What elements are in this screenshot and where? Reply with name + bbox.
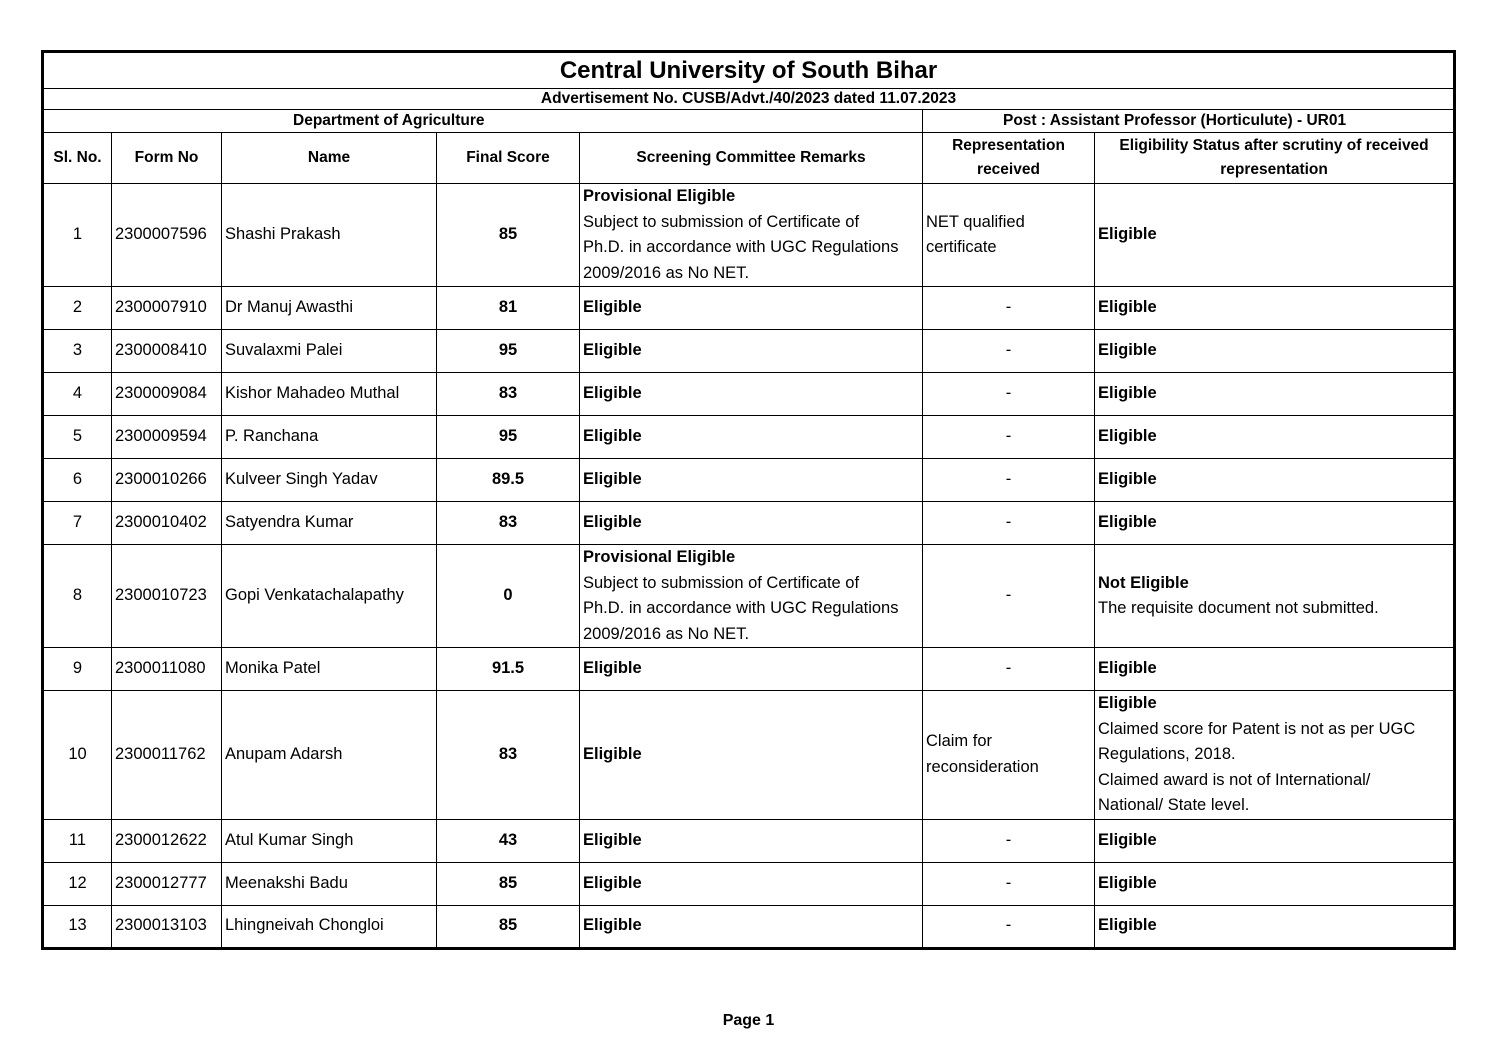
remarks-line: 2009/2016 as No NET. (583, 624, 750, 643)
representation-received: - (923, 416, 1095, 459)
sl-no: 6 (43, 459, 112, 502)
representation-received: - (923, 862, 1095, 905)
university-title: Central University of South Bihar (43, 52, 1455, 89)
representation-received: - (923, 330, 1095, 373)
remarks-line: Ph.D. in accordance with UGC Regulations (583, 599, 899, 617)
table-row (43, 691, 1455, 820)
screening-remarks (580, 184, 923, 287)
sl-no: 5 (43, 416, 112, 459)
representation-received (923, 184, 1095, 287)
status-line: Claimed score for Patent is not as per UGC (1098, 719, 1416, 738)
screening-remarks: Eligible (580, 819, 923, 862)
candidate-name: Monika Patel (222, 648, 437, 691)
representation-received: - (923, 502, 1095, 545)
sl-no: 10 (43, 691, 112, 820)
final-score: 95 (437, 416, 580, 459)
page-number: Page 1 (722, 1012, 775, 1029)
table-row (43, 545, 1455, 648)
col-form-no: Form No (112, 133, 222, 184)
final-score: 89.5 (437, 459, 580, 502)
remarks-line: Subject to submission of Certificate of (583, 573, 860, 592)
table-row (43, 648, 1455, 691)
form-no: 2300011080 (112, 648, 222, 691)
form-no: 2300009594 (112, 416, 222, 459)
representation-received: - (923, 287, 1095, 330)
eligibility-status: Eligible (1095, 330, 1455, 373)
remarks-heading: Provisional Eligible (583, 548, 736, 566)
eligibility-status: Eligible (1095, 184, 1455, 287)
eligibility-status: Eligible (1095, 287, 1455, 330)
representation-received: - (923, 545, 1095, 648)
form-no: 2300013103 (112, 905, 222, 948)
post-label: Post : Assistant Professor (Horticulute) - UR01 (923, 110, 1455, 133)
table-row (43, 819, 1455, 862)
table-row (43, 459, 1455, 502)
status-heading: Eligible (1098, 694, 1157, 712)
table-row (43, 373, 1455, 416)
screening-remarks: Eligible (580, 648, 923, 691)
form-no: 2300010723 (112, 545, 222, 648)
eligibility-status: Eligible (1095, 819, 1455, 862)
department-label: Department of Agriculture (43, 110, 923, 133)
form-no: 2300007910 (112, 287, 222, 330)
status-line: The requisite document not submitted. (1098, 599, 1379, 617)
candidate-name: Meenakshi Badu (222, 862, 437, 905)
table-row (43, 905, 1455, 948)
screening-remarks: Eligible (580, 502, 923, 545)
candidate-name: Lhingneivah Chongloi (222, 905, 437, 948)
eligibility-status: Eligible (1095, 416, 1455, 459)
screening-remarks: Eligible (580, 416, 923, 459)
representation-received (923, 691, 1095, 820)
remarks-line: 2009/2016 as No NET. (583, 263, 750, 282)
form-no: 2300011762 (112, 691, 222, 820)
final-score: 85 (437, 905, 580, 948)
final-score: 83 (437, 502, 580, 545)
table-row (43, 502, 1455, 545)
col-sl-no: Sl. No. (43, 133, 112, 184)
eligibility-status: Eligible (1095, 502, 1455, 545)
representation-line: NET qualified (926, 212, 1025, 231)
status-line: Regulations, 2018. (1098, 745, 1236, 763)
advertisement-number: Advertisement No. CUSB/Advt./40/2023 dated 11.07.2023 (43, 89, 1455, 110)
form-no: 2300007596 (112, 184, 222, 287)
eligibility-status (1095, 545, 1455, 648)
column-header-row (43, 133, 1455, 184)
candidate-name: Suvalaxmi Palei (222, 330, 437, 373)
final-score: 0 (437, 545, 580, 648)
table-row (43, 862, 1455, 905)
final-score: 43 (437, 819, 580, 862)
representation-received: - (923, 905, 1095, 948)
form-no: 2300008410 (112, 330, 222, 373)
final-score: 85 (437, 862, 580, 905)
representation-line: Claim for (926, 732, 993, 751)
candidate-name: Kulveer Singh Yadav (222, 459, 437, 502)
screening-remarks: Eligible (580, 459, 923, 502)
eligibility-status: Eligible (1095, 648, 1455, 691)
representation-received: - (923, 373, 1095, 416)
representation-line: certificate (926, 238, 997, 256)
candidate-name: Satyendra Kumar (222, 502, 437, 545)
status-heading: Not Eligible (1098, 573, 1189, 592)
final-score: 91.5 (437, 648, 580, 691)
eligibility-status: Eligible (1095, 373, 1455, 416)
form-no: 2300012622 (112, 819, 222, 862)
eligibility-status: Eligible (1095, 862, 1455, 905)
form-no: 2300010402 (112, 502, 222, 545)
screening-remarks: Eligible (580, 330, 923, 373)
sl-no: 13 (43, 905, 112, 948)
final-score: 83 (437, 373, 580, 416)
sl-no: 4 (43, 373, 112, 416)
sl-no: 11 (43, 819, 112, 862)
representation-received: - (923, 819, 1095, 862)
col-eligibility-line1: Eligibility Status after scrutiny of received (1119, 137, 1429, 154)
candidate-name: Gopi Venkatachalapathy (222, 545, 437, 648)
col-representation-line1: Representation (952, 137, 1065, 154)
sl-no: 2 (43, 287, 112, 330)
representation-received: - (923, 459, 1095, 502)
final-score: 81 (437, 287, 580, 330)
sl-no: 1 (43, 184, 112, 287)
col-remarks: Screening Committee Remarks (580, 133, 923, 184)
final-score: 95 (437, 330, 580, 373)
remarks-line: Subject to submission of Certificate of (583, 212, 860, 231)
col-representation-line2: received (977, 161, 1040, 178)
screening-remarks (580, 545, 923, 648)
form-no: 2300010266 (112, 459, 222, 502)
status-line: Claimed award is not of International/ (1098, 770, 1371, 789)
candidate-name: Anupam Adarsh (222, 691, 437, 820)
final-score: 85 (437, 184, 580, 287)
eligibility-status: Eligible (1095, 459, 1455, 502)
candidate-name: Shashi Prakash (222, 184, 437, 287)
sl-no: 12 (43, 862, 112, 905)
screening-remarks: Eligible (580, 862, 923, 905)
col-eligibility-line2: representation (1220, 161, 1328, 178)
form-no: 2300012777 (112, 862, 222, 905)
eligibility-status (1095, 691, 1455, 820)
sl-no: 8 (43, 545, 112, 648)
eligibility-status: Eligible (1095, 905, 1455, 948)
col-representation (923, 133, 1095, 184)
screening-remarks: Eligible (580, 691, 923, 820)
final-score: 83 (437, 691, 580, 820)
screening-remarks: Eligible (580, 287, 923, 330)
candidate-name: P. Ranchana (222, 416, 437, 459)
col-final-score: Final Score (437, 133, 580, 184)
sl-no: 9 (43, 648, 112, 691)
representation-received: - (923, 648, 1095, 691)
candidate-name: Atul Kumar Singh (222, 819, 437, 862)
table-row (43, 416, 1455, 459)
col-eligibility-status (1095, 133, 1455, 184)
eligibility-table (41, 50, 1456, 950)
representation-line: reconsideration (926, 757, 1039, 776)
sl-no: 7 (43, 502, 112, 545)
table-row (43, 184, 1455, 287)
table-row (43, 287, 1455, 330)
table-row (43, 330, 1455, 373)
screening-remarks: Eligible (580, 905, 923, 948)
candidate-name: Kishor Mahadeo Muthal (222, 373, 437, 416)
form-no: 2300009084 (112, 373, 222, 416)
status-line: National/ State level. (1098, 796, 1250, 814)
sl-no: 3 (43, 330, 112, 373)
screening-remarks: Eligible (580, 373, 923, 416)
remarks-heading: Provisional Eligible (583, 187, 736, 205)
candidate-name: Dr Manuj Awasthi (222, 287, 437, 330)
col-name: Name (222, 133, 437, 184)
remarks-line: Ph.D. in accordance with UGC Regulations (583, 238, 899, 256)
